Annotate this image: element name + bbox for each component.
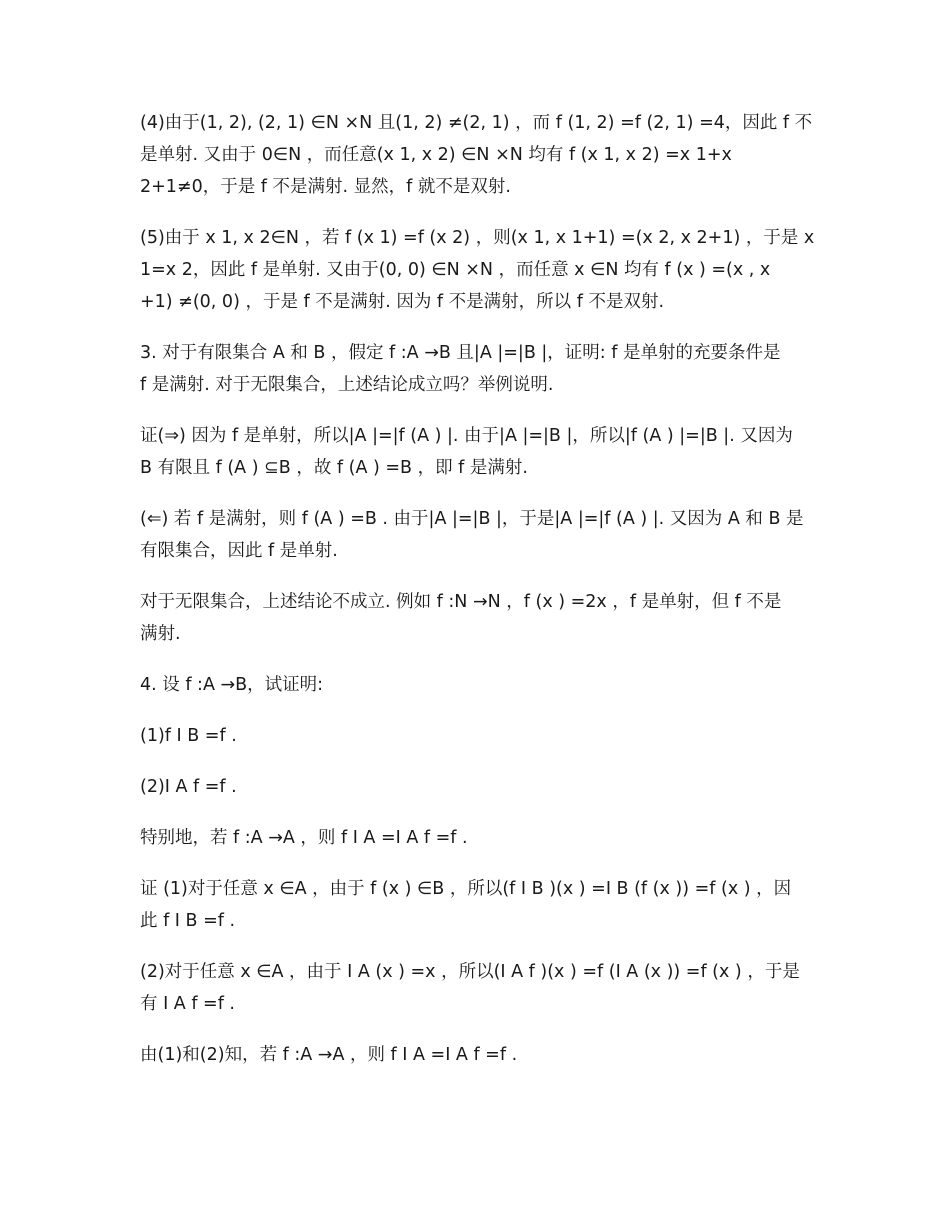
text-line: 1=x 2，因此 f 是单射. 又由于(0, 0) ∈N ×N ，而任意 x ∈N 均有 f (x ) =(x , x (140, 260, 771, 280)
paragraph-4-proof (140, 107, 815, 203)
text-line: (1)f I B =f . (140, 726, 237, 746)
text-line: 是单射. 又由于 0∈N ，而任意(x 1, x 2) ∈N ×N 均有 f (x 1, x 2) =x 1+x (140, 145, 732, 165)
text-line: 由(1)和(2)知，若 f :A →A ，则 f I A =I A f =f . (140, 1045, 518, 1065)
document-body (140, 107, 815, 1090)
text-line: (⇐) 若 f 是满射，则 f (A ) =B . 由于|A |=|B |，于是|A |=|f (A ) |. 又因为 A 和 B 是 (140, 509, 804, 529)
text-line: 对于无限集合，上述结论不成立. 例如 f :N →N ，f (x ) =2x ，f 是单射，但 f 不是 (140, 592, 782, 612)
paragraph-5-proof (140, 222, 815, 318)
text-line: B 有限且 f (A ) ⊆B ，故 f (A ) =B ，即 f 是满射. (140, 458, 528, 478)
text-line: (4)由于(1, 2), (2, 1) ∈N ×N 且(1, 2) ≠(2, 1) ，而 f (1, 2) =f (2, 1) =4，因此 f 不 (140, 113, 813, 133)
proof-part-2 (140, 956, 815, 1020)
text-line: 特别地，若 f :A →A ，则 f I A =I A f =f . (140, 828, 468, 848)
proof-backward (140, 503, 815, 567)
proof-forward (140, 420, 815, 484)
text-line: 2+1≠0，于是 f 不是满射. 显然，f 就不是双射. (140, 177, 511, 197)
text-line: +1) ≠(0, 0) ，于是 f 不是满射. 因为 f 不是满射，所以 f 不是双射. (140, 292, 665, 312)
proof-conclusion (140, 1039, 815, 1071)
question-3 (140, 337, 815, 401)
text-line: (2)I A f =f . (140, 777, 237, 797)
text-line: (2)对于任意 x ∈A ，由于 I A (x ) =x ，所以(I A f )(x ) =f (I A (x )) =f (x ) ，于是 (140, 962, 800, 982)
infinite-set-counterexample (140, 586, 815, 650)
text-line: 此 f I B =f . (140, 911, 236, 931)
text-line: 满射. (140, 624, 181, 644)
text-line: f 是满射. 对于无限集合，上述结论成立吗？举例说明. (140, 375, 554, 395)
text-line: (5)由于 x 1, x 2∈N ，若 f (x 1) =f (x 2) ，则(x 1, x 1+1) =(x 2, x 2+1) ，于是 x (140, 228, 815, 248)
question-4-special-case (140, 822, 815, 854)
text-line: 3. 对于有限集合 A 和 B ，假定 f :A →B 且|A |=|B |，证明: f 是单射的充要条件是 (140, 343, 781, 363)
question-4-part-1 (140, 720, 815, 752)
proof-part-1 (140, 873, 815, 937)
text-line: 4. 设 f :A →B，试证明: (140, 675, 324, 695)
question-4-part-2 (140, 771, 815, 803)
question-4 (140, 669, 815, 701)
text-line: 证 (1)对于任意 x ∈A ，由于 f (x ) ∈B ，所以(f I B )(x ) =I B (f (x )) =f (x ) ，因 (140, 879, 792, 899)
text-line: 有 I A f =f . (140, 994, 235, 1014)
text-line: 证(⇒) 因为 f 是单射，所以|A |=|f (A ) |. 由于|A |=|B |，所以|f (A ) |=|B |. 又因为 (140, 426, 793, 446)
text-line: 有限集合，因此 f 是单射. (140, 541, 338, 561)
